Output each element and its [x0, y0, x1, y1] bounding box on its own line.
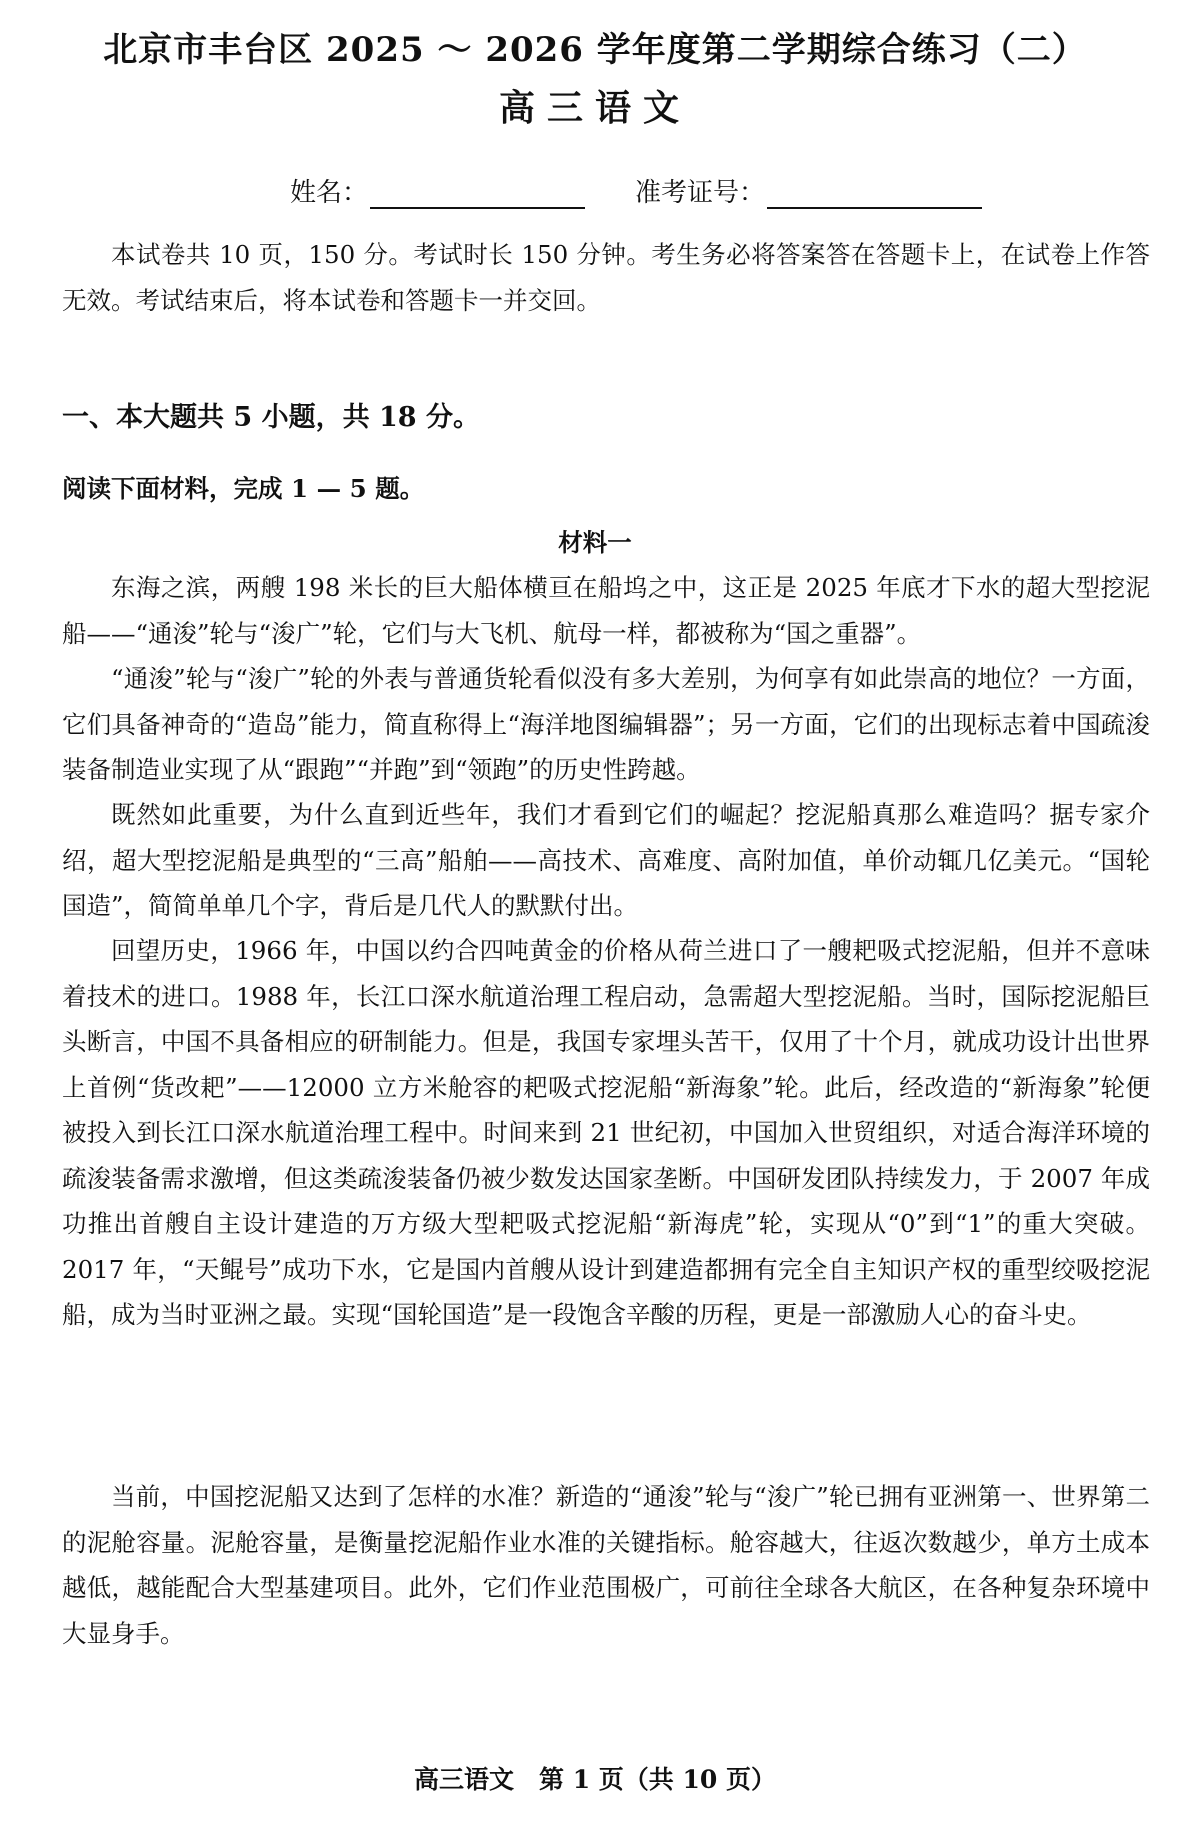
material-paragraph-1: 东海之滨，两艘 198 米长的巨大船体横亘在船坞之中，这正是 2025 年底才下水的超大型挖泥船——“通浚”轮与“浚广”轮，它们与大飞机、航母一样，都被称为“国之重器”。	[62, 573, 1150, 648]
candidate-fields	[290, 172, 1010, 212]
exam-title: 北京市丰台区 2025 ～ 2026 学年度第二学期综合练习（二）	[103, 30, 1087, 70]
material-paragraph-4: 回望历史，1966 年，中国以约合四吨黄金的价格从荷兰进口了一艘耙吸式挖泥船，但并不意味着技术的进口。1988 年，长江口深水航道治理工程启动，急需超大型挖泥船。当时，国际挖泥船巨头断言，中国不具备相应的研制能力。但是，我国专家埋头苦干，仅用了十个月，就成功设计出世界上首例“货改耙”——12000 立方米舱容的耙吸式挖泥船“新海象”轮。此后，经改造的“新海象”轮便被投入到长江口深水航道治理工程中。时间来到 21 世纪初，中国加入世贸组织，对适合海洋环境的疏浚装备需求激增，但这类疏浚装备仍被少数发达国家垄断。中国研发团队持续发力，于 2007 年成功推出首艘自主设计建造的万方级大型耙吸式挖泥船“新海虎”轮，实现从“0”到“1”的重大突破。2017 年，“天鲲号”成功下水，它是国内首艘从设计到建造都拥有完全自主知识产权的重型绞吸挖泥船，成为当时亚洲之最。实现“国轮国造”是一段饱含辛酸的历程，更是一部激励人心的奋斗史。	[62, 936, 1150, 1329]
exam-subject: 高三语文	[498, 87, 691, 129]
ticket-field	[635, 172, 982, 209]
material-title: 材料一	[558, 528, 632, 557]
material-paragraph-5: 当前，中国挖泥船又达到了怎样的水准？新造的“通浚”轮与“浚广”轮已拥有亚洲第一、世界第二的泥舱容量。泥舱容量，是衡量挖泥船作业水准的关键指标。舱容越大，往返次数越少，单方土成本越低，越能配合大型基建项目。此外，它们作业范围极广，可前往全球各大航区，在各种复杂环境中大显身手。	[62, 1482, 1150, 1648]
page-footer: 高三语文 第 1 页（共 10 页）	[413, 1765, 776, 1794]
name-blank	[370, 179, 585, 209]
section-directive: 阅读下面材料，完成 1 — 5 题。	[62, 474, 425, 503]
ticket-label: 准考证号：	[635, 178, 766, 208]
ticket-blank	[767, 179, 982, 209]
section-heading: 一、本大题共 5 小题，共 18 分。	[62, 402, 480, 433]
material-paragraph-2: “通浚”轮与“浚广”轮的外表与普通货轮看似没有多大差别，为何享有如此崇高的地位？一方面，它们具备神奇的“造岛”能力，简直称得上“海洋地图编辑器”；另一方面，它们的出现标志着中国疏浚装备制造业实现了从“跟跑”“并跑”到“领跑”的历史性跨越。	[62, 664, 1150, 784]
name-label: 姓名：	[290, 178, 369, 208]
name-field	[290, 172, 585, 209]
material-paragraph-3: 既然如此重要，为什么直到近些年，我们才看到它们的崛起？挖泥船真那么难造吗？据专家介绍，超大型挖泥船是典型的“三高”船舶——高技术、高难度、高附加值，单价动辄几亿美元。“国轮国造”，简简单单几个字，背后是几代人的默默付出。	[62, 800, 1150, 920]
instructions: 本试卷共 10 页，150 分。考试时长 150 分钟。考生务必将答案答在答题卡上，在试卷上作答无效。考试结束后，将本试卷和答题卡一并交回。	[62, 240, 1150, 315]
